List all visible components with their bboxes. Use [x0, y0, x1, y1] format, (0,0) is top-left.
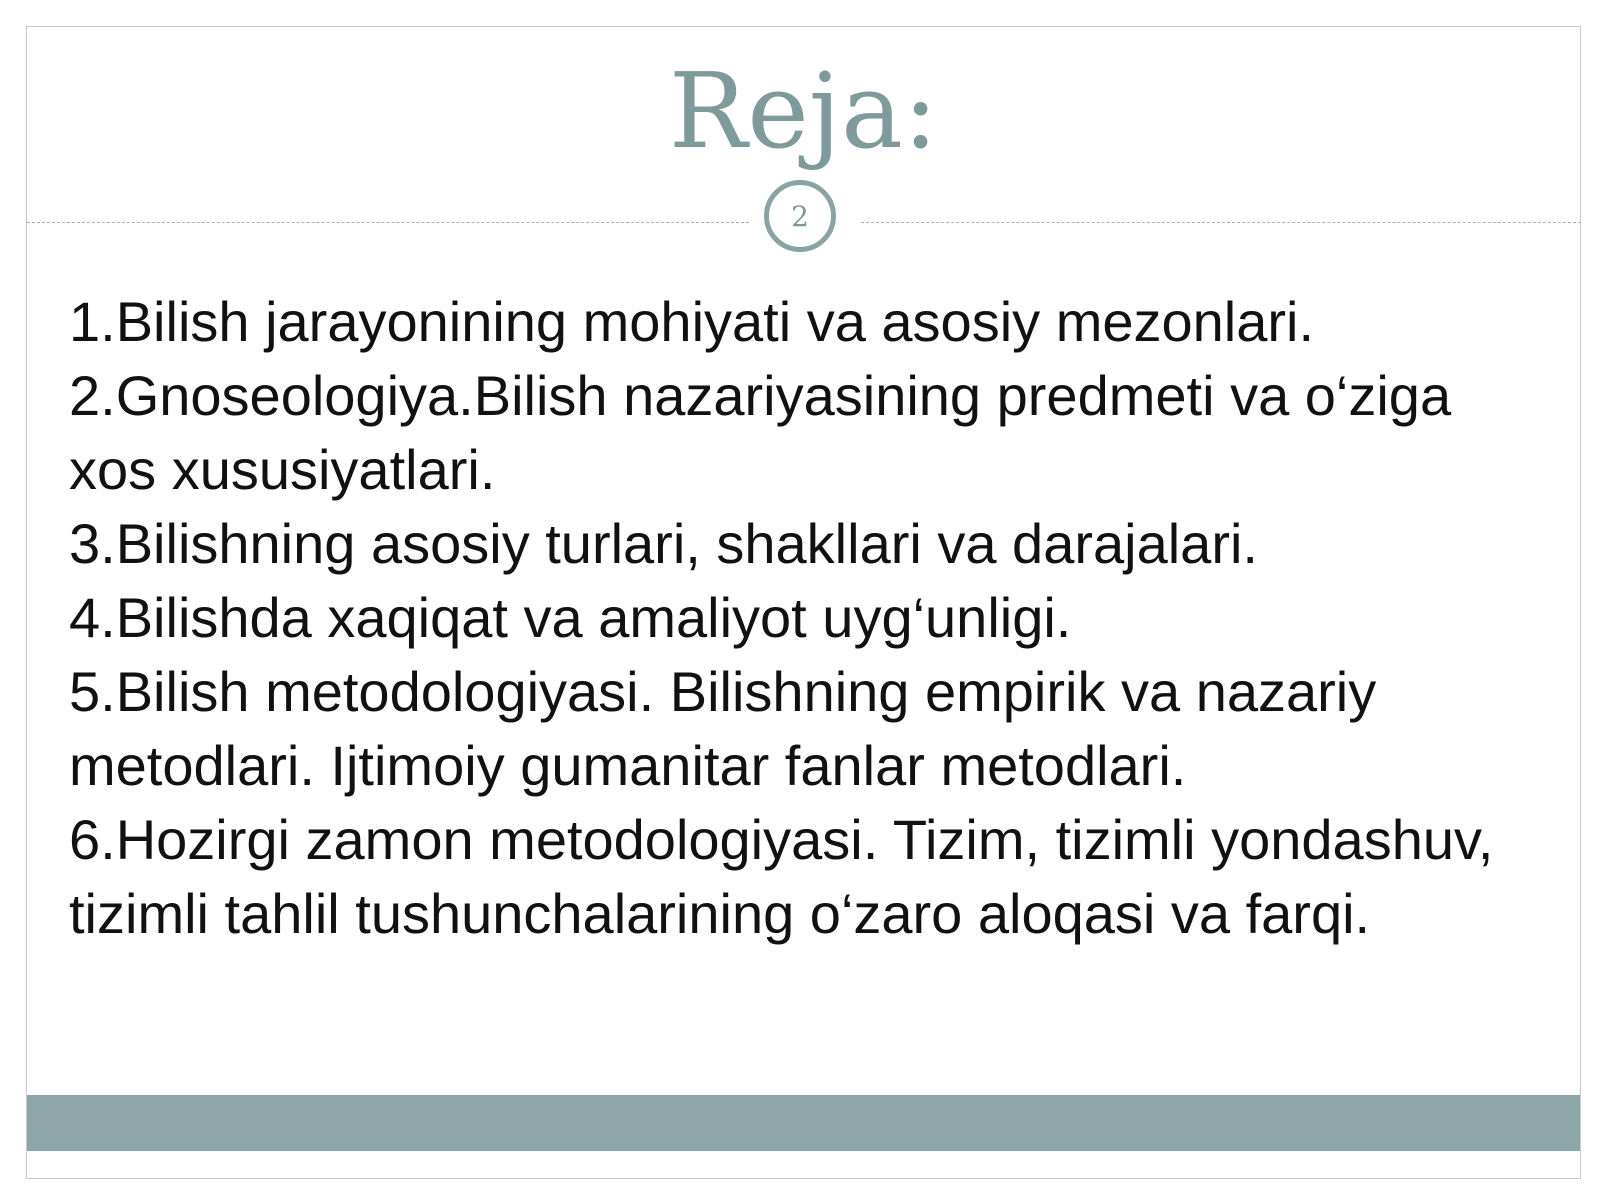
plan-item-2: 2.Gnoseologiya.Bilish nazariyasining predmeti va o‘ziga xos xususiyatlari. [69, 364, 1452, 501]
plan-item-3: 3.Bilishning asosiy turlari, shakllari va darajalari. [69, 512, 1258, 575]
plan-item-4: 4.Bilishda xaqiqat va amaliyot uyg‘unligi. [69, 586, 1072, 649]
plan-item-5: 5.Bilish metodologiyasi. Bilishning empirik va nazariy metodlari. Ijtimoiy gumanitar fanlar metodlari. [69, 660, 1377, 797]
plan-list [69, 285, 1549, 951]
plan-item-1: 1.Bilish jarayonining mohiyati va asosiy mezonlari. [69, 290, 1315, 353]
slide-number-badge [764, 180, 836, 252]
title-divider-left [27, 222, 749, 223]
slide [26, 26, 1581, 1179]
slide-title: Reja: [668, 50, 939, 172]
slide-number: 2 [791, 199, 809, 233]
title-divider-right [861, 222, 1581, 223]
plan-item-6: 6.Hozirgi zamon metodologiyasi. Tizim, tizimli yondashuv, tizimli tahlil tushunchalarining o‘zaro aloqasi va farqi. [69, 808, 1494, 945]
footer-bar [27, 1095, 1580, 1151]
